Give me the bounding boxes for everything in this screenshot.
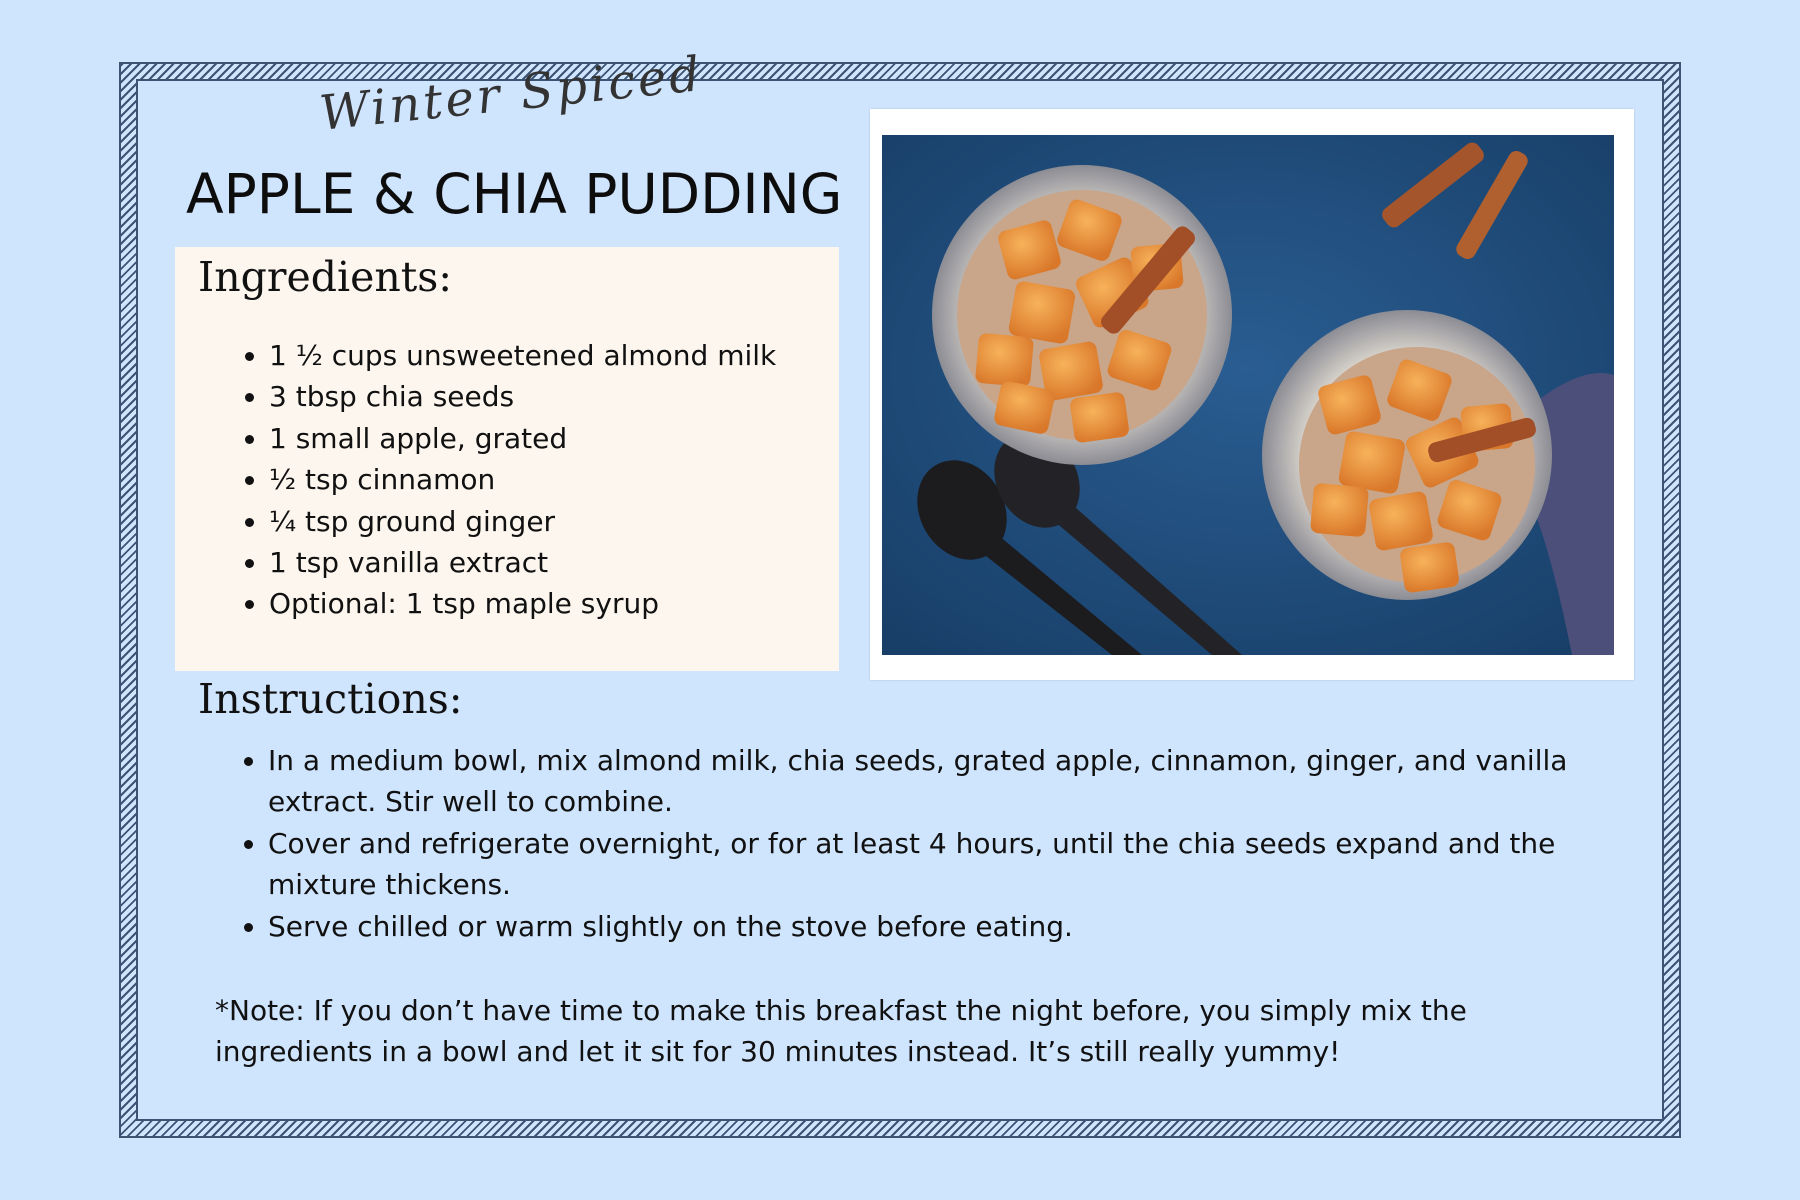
ingredient-item: • Optional: 1 tsp maple syrup bbox=[269, 583, 776, 624]
ingredient-item: • 1 small apple, grated bbox=[269, 418, 776, 459]
ingredient-list bbox=[233, 335, 776, 625]
ingredient-item: • ½ tsp cinnamon bbox=[269, 459, 776, 500]
ingredient-item: • ¼ tsp ground ginger bbox=[269, 501, 776, 542]
ingredient-item: • 1 ½ cups unsweetened almond milk bbox=[269, 335, 776, 376]
instruction-list bbox=[232, 740, 1618, 947]
recipe-title: APPLE & CHIA PUDDING bbox=[186, 162, 843, 226]
instruction-step: • Cover and refrigerate overnight, or for at least 4 hours, until the chia seeds expand and the mixture thickens. bbox=[268, 823, 1618, 906]
pudding-glass-left bbox=[932, 165, 1232, 465]
recipe-note: *Note: If you don’t have time to make this breakfast the night before, you simply mix the ingredients in a bowl and let it sit for 30 minutes instead. It’s still really yummy! bbox=[215, 994, 1467, 1069]
pudding-glass-right bbox=[1262, 310, 1552, 600]
ingredients-heading: Ingredients: bbox=[198, 253, 453, 301]
pudding-photo bbox=[882, 135, 1614, 655]
ingredient-item: • 1 tsp vanilla extract bbox=[269, 542, 776, 583]
photo-card bbox=[870, 109, 1634, 680]
instructions-heading: Instructions: bbox=[198, 675, 463, 723]
pudding-illustration bbox=[882, 135, 1614, 655]
instruction-step: • In a medium bowl, mix almond milk, chia seeds, grated apple, cinnamon, ginger, and vanilla extract. Stir well to combine. bbox=[268, 740, 1618, 823]
ingredient-item: • 3 tbsp chia seeds bbox=[269, 376, 776, 417]
ingredients-panel bbox=[175, 247, 839, 671]
instruction-step: • Serve chilled or warm slightly on the stove before eating. bbox=[268, 906, 1618, 947]
script-subtitle: Winter Spiced bbox=[317, 45, 706, 142]
